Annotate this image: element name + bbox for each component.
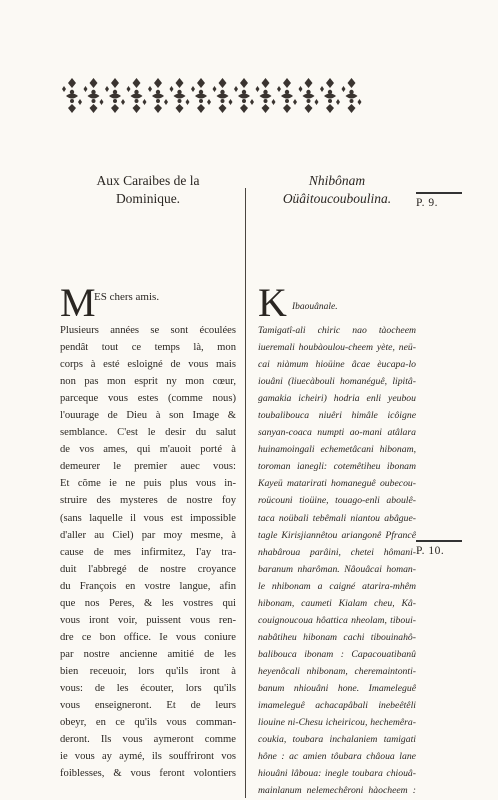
- right-heading: [258, 172, 416, 208]
- left-text-line: pendât tout ce temps là, mon: [60, 342, 236, 354]
- right-column: [258, 172, 416, 799]
- left-text-line: d'aller au Ciel) par moy mesme, à: [60, 529, 236, 541]
- left-text-line: Plusieurs années se sont écoulées: [60, 325, 236, 336]
- left-text-line: semblance. C'est le desir du salut: [60, 427, 236, 439]
- right-text-line: tagle Kirisjiannêtou ariangonê Pfrancê: [258, 529, 416, 541]
- right-text-line: sanyan-coaca numpti ao-mani atâlara: [258, 427, 416, 439]
- left-text-line: obeyr, en ce qu'ils vous comman-: [60, 717, 236, 729]
- page-number-marker: [416, 540, 462, 557]
- left-heading-line: Dominique.: [115, 191, 181, 206]
- left-column: [60, 172, 236, 782]
- right-text-line: Tamigatî-ali chiric nao tàocheem: [258, 325, 416, 336]
- left-text-line: de vos ames, qui m'auoit porté à: [60, 444, 236, 456]
- right-salutation: Ibaouânale.: [292, 302, 338, 312]
- left-opening: [60, 280, 236, 325]
- page-number: P. 9.: [416, 197, 438, 209]
- right-text-line: huinamoingali echemetâcani hibonam,: [258, 444, 416, 456]
- left-text-line: que nos Peres, & les vostres qui: [60, 597, 236, 609]
- page-number-marker: [416, 192, 462, 209]
- right-text-line: toroman ianegli: cotemêtiheu ibonam: [258, 461, 416, 473]
- right-drop-cap: K: [258, 280, 287, 325]
- right-text-line: iueremali houbàoulou-cheem yète, neü-: [258, 342, 416, 354]
- left-heading-line: Aux Caraibes de la: [96, 173, 200, 188]
- right-text-line: mainlanum nelemechêroni hàocheem :: [258, 785, 416, 797]
- right-text-line: le nhibonam a caigné atarira-mhêm: [258, 580, 416, 592]
- right-text-line: gamakia icheiri) hodria enli yeubou: [258, 393, 416, 405]
- left-text-line: (sans laquelle il vous est impossible: [60, 512, 236, 524]
- page-number: P. 10.: [416, 545, 445, 557]
- left-text-line: vous: de les écouter, lors qu'ils: [60, 682, 236, 694]
- left-text-line: struire des mysteres de nostre foy: [60, 495, 236, 507]
- right-text-line: hiouâni lâboua: inegle toubara chiouâ-: [258, 768, 416, 780]
- page-number-rule: [416, 192, 462, 194]
- right-text-line: balibouca ibonam : Capacouatibanû: [258, 648, 416, 660]
- right-text-line: hône : ac amien tôubara châoua lane: [258, 751, 416, 763]
- right-text-line: liouine ni-Chesu icheiricou, hechemêra-: [258, 717, 416, 729]
- left-text-line: ie vous ay aymé, ils souffriront vos: [60, 751, 236, 763]
- left-text-line: cause de mes infirmitez, I'ay tra-: [60, 546, 236, 558]
- left-salutation: ES chers amis.: [94, 291, 160, 303]
- left-text-line: non pas mon esprit ny mon cœur,: [60, 376, 236, 388]
- right-text-line: nabâtiheu hibonam cachi tibouinahô-: [258, 631, 416, 643]
- right-text-line: nhabâroua parâini, chetei hômani-: [258, 546, 416, 558]
- right-heading-line: Nhibônam: [308, 173, 366, 188]
- left-text-line: par nostre ancienne amitié de les: [60, 648, 236, 660]
- left-text-line: corps à esté esloigné de vous mais: [60, 359, 236, 371]
- left-text-line: dre ce bon office. Ie vous coniure: [60, 631, 236, 643]
- right-text-line: imameleguê achacapâbali inebeêtêli: [258, 700, 416, 712]
- left-drop-cap: M: [60, 280, 96, 325]
- right-text-line: roücouni tioüine, touago-enli aboulê-: [258, 495, 416, 507]
- left-text-line: Et cõme ie ne puis plus vous in-: [60, 478, 236, 490]
- right-opening: [258, 280, 416, 325]
- page-number-rule: [416, 540, 462, 542]
- left-body-text: [60, 322, 236, 782]
- right-text-line: iouâni (liuecàbouli homanéguê, lipitâ-: [258, 376, 416, 388]
- right-heading-line: Oüâitoucouboulina.: [282, 191, 392, 206]
- right-text-line: toubalibouca niuêri himâle icôigne: [258, 410, 416, 422]
- right-text-line: baranum nharôman. Nâouâcai homan-: [258, 563, 416, 575]
- column-divider: [245, 188, 246, 798]
- ornament-band: [62, 74, 362, 116]
- left-heading: [60, 172, 236, 208]
- left-text-line: l'ouurage de Dieu à son Image &: [60, 410, 236, 422]
- left-text-line: parceque vous estes (comme nous): [60, 393, 236, 405]
- right-text-line: taca noübali tebêmali niantou abâgue-: [258, 512, 416, 524]
- left-text-line: du François en vostre langue, afin: [60, 580, 236, 592]
- right-text-line: heyenôcali nhibonam, cheremaintonti-: [258, 665, 416, 677]
- right-text-line: hibonam, caumeti Kialam cheu, Kâ-: [258, 597, 416, 609]
- right-body-text: [258, 322, 416, 799]
- left-text-line: bien receuoir, lors qu'ils iront à: [60, 665, 236, 677]
- left-text-line: deront. Ils vous aymeront comme: [60, 734, 236, 746]
- left-text-line: duit l'abbregé de nostre croyance: [60, 563, 236, 575]
- right-text-line: coukia, toubara inchalaniem tamigati: [258, 734, 416, 746]
- left-text-line: demeurer le premier auec vous:: [60, 461, 236, 473]
- right-text-line: Kayeü matarirati homaneguê oubecou-: [258, 478, 416, 490]
- right-text-line: banum nhiouâni hone. Imameleguê: [258, 682, 416, 694]
- right-text-line: couignoucoua hôattica nheolam, tiboui-: [258, 614, 416, 626]
- left-text-line: vous enseigneront. Et de leurs: [60, 700, 236, 712]
- left-text-line: foiblesses, & vous feront volontiers: [60, 768, 236, 780]
- right-text-line: cai niàmum hioüine âcae èucapa-lo: [258, 359, 416, 371]
- left-text-line: vous iront voir, puissent vous ren-: [60, 614, 236, 626]
